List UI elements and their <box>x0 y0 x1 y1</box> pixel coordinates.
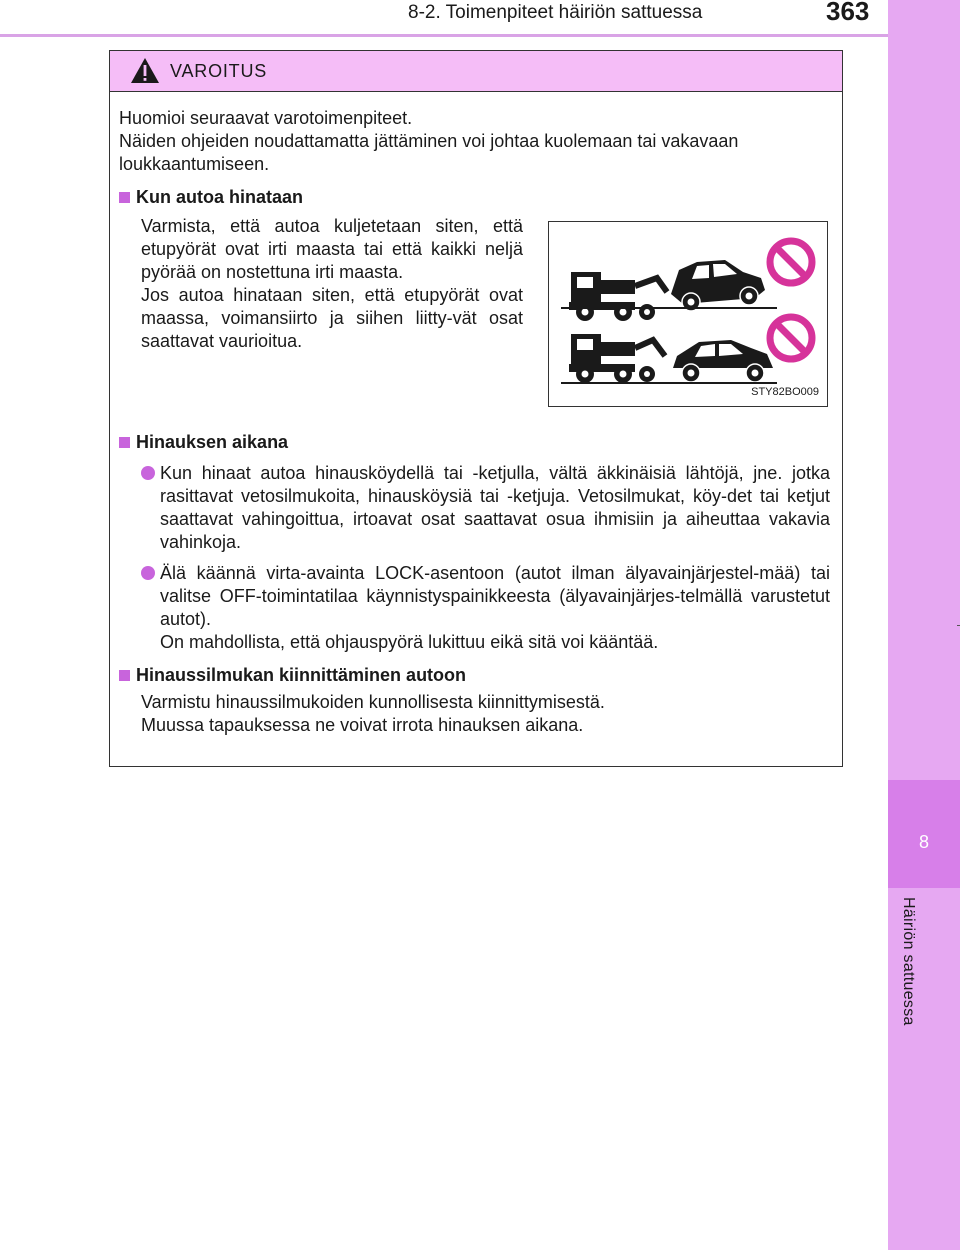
intro-line-2: Näiden ohjeiden noudattamatta jättäminen voi johtaa kuolemaan tai vakavaan loukkaantumiseen. <box>119 131 739 174</box>
round-bullet-icon <box>141 466 155 480</box>
square-bullet-icon <box>119 437 130 448</box>
figure-code: STY82BO009 <box>751 386 819 398</box>
tow-eye-text <box>119 691 830 737</box>
chapter-label: Häiriön sattuessa <box>900 897 917 1026</box>
intro-line-1: Huomioi seuraavat varotoimenpiteet. <box>119 108 413 128</box>
warning-label: VAROITUS <box>170 61 268 81</box>
square-bullet-icon <box>119 670 130 681</box>
tow-eye-paragraph-2: Muussa tapauksessa ne voivat irrota hinauksen aikana. <box>141 715 584 735</box>
list-item-note: On mahdollista, että ohjauspyörä lukittuu eikä sitä voi kääntää. <box>160 632 659 652</box>
warning-header <box>110 51 842 92</box>
header-divider <box>0 34 888 37</box>
tow-eye-paragraph-1: Varmistu hinaussilmukoiden kunnollisesta kiinnittymisestä. <box>141 692 605 712</box>
section-heading-towing <box>119 186 830 209</box>
warning-triangle-icon <box>130 57 160 84</box>
round-bullet-icon <box>141 566 155 580</box>
section-heading-text: Hinauksen aikana <box>136 432 289 452</box>
side-tab <box>888 0 960 1250</box>
towing-illustration <box>548 221 828 407</box>
section-title: 8-2. Toimenpiteet häiriön sattuessa <box>408 2 703 23</box>
section-heading-during-towing <box>119 431 830 454</box>
tow-truck-lower <box>569 334 665 383</box>
tow-truck-upper <box>569 272 667 321</box>
list-item <box>141 462 830 554</box>
car-lower <box>673 340 773 382</box>
list-item-main: Älä käännä virta-avainta LOCK-asentoon (autot ilman älyavainjärjestel-mää) tai valitse OFF-toimintatilaa käynnistyspainikkeesta (älyavainjärjes-telmällä varustetut autot). <box>160 563 830 629</box>
chapter-tab[interactable] <box>888 780 960 888</box>
towing-text <box>141 215 523 353</box>
list-item-text <box>160 562 830 654</box>
page-number: 363 <box>826 0 870 26</box>
towing-row <box>119 215 830 421</box>
section-heading-tow-eye <box>119 664 830 687</box>
chapter-number: 8 <box>918 832 929 852</box>
list-item-text: Kun hinaat autoa hinausköydellä tai -ketjulla, vältä äkkinäisiä lähtöjä, jne. jotka rasittavat vetosilmukoita, hinausköysiä tai -ketjuja. Vetosilmukat, köy-det tai ketjut saattavat vahingoittua, irtoavat osat saattavat osua ihmisiin ja aiheuttaa vakavia vahinkoja. <box>160 463 830 552</box>
during-towing-list <box>119 462 830 654</box>
section-heading-text: Hinaussilmukan kiinnittäminen autoon <box>136 665 467 685</box>
list-item <box>141 562 830 654</box>
prohibition-icon-upper <box>770 241 812 283</box>
towing-paragraph-2: Jos autoa hinataan siten, että etupyörät ovat maassa, voimansiirto ja siihen liitty-vät osat saattavat vaurioitua. <box>141 285 523 351</box>
square-bullet-icon <box>119 192 130 203</box>
warning-box <box>109 50 843 767</box>
prohibition-icon-lower <box>770 317 812 359</box>
warning-content <box>119 107 830 737</box>
towing-paragraph-1: Varmista, että autoa kuljetetaan siten, että etupyörät ovat irti maasta tai että kaikki neljä pyörää on nostettuna irti maasta. <box>141 216 523 282</box>
car-upper <box>671 260 765 311</box>
section-heading-text: Kun autoa hinataan <box>136 187 304 207</box>
